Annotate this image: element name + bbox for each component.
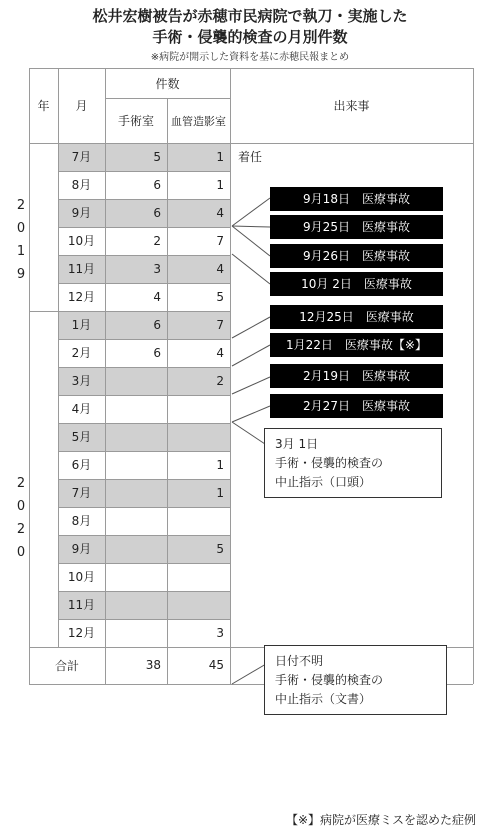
medical-accident-badge: 2月27日 医療事故: [270, 394, 443, 418]
connector-line: [232, 377, 270, 394]
medical-accident-badge: 10月 2日 医療事故: [270, 272, 443, 296]
angio-count-cell: 4: [167, 255, 230, 283]
angio-count-cell: 5: [167, 535, 230, 563]
year-2020-digit: 2: [16, 522, 26, 537]
medical-accident-badge: 9月25日 医療事故: [270, 215, 443, 239]
event-inauguration: 着任: [238, 150, 263, 164]
callout-1-date: 3月 1日: [275, 437, 319, 451]
header-count: 件数: [155, 76, 180, 91]
month-cell: 8月: [71, 178, 92, 192]
footnote: 【※】病院が医療ミスを認めた症例: [285, 813, 476, 827]
month-cell: 7月: [58, 143, 105, 171]
surgery-count-cell: 2: [153, 234, 161, 248]
total-label: 合計: [54, 659, 79, 673]
connector-line: [232, 226, 270, 256]
angio-count-cell: 7: [167, 311, 230, 339]
header-events: 出来事: [333, 99, 370, 113]
angio-count-cell: 5: [216, 290, 224, 304]
month-cell: 1月: [58, 311, 105, 339]
connector-line: [232, 254, 270, 284]
month-cell: 9月: [58, 535, 105, 563]
angio-count-cell: 1: [216, 178, 224, 192]
total-surgery: 38: [145, 658, 161, 672]
month-cell: 12月: [67, 626, 96, 640]
title-line-1: 松井宏樹被告が赤穂市民病院で執刀・実施した: [92, 7, 408, 25]
month-cell: 4月: [71, 402, 92, 416]
connector-line: [232, 345, 270, 366]
month-cell: 8月: [71, 514, 92, 528]
medical-accident-badge: 1月22日 医療事故【※】: [270, 333, 443, 357]
surgery-count-cell: 6: [153, 346, 161, 360]
year-2020-digit: 0: [16, 499, 26, 514]
callout-1-pointer: [232, 422, 268, 446]
callout-2-date: 日付不明: [275, 654, 324, 668]
connector-line: [232, 317, 270, 338]
connector-line: [232, 406, 270, 422]
surgery-count-cell: 6: [153, 178, 161, 192]
medical-accident-badge: 9月26日 医療事故: [270, 244, 443, 268]
medical-accident-badge: 12月25日 医療事故: [270, 305, 443, 329]
callout-1-line-2: 手術・侵襲的検査の: [275, 456, 384, 470]
surgery-count-cell: 3: [105, 255, 167, 283]
medical-accident-badge: 2月19日 医療事故: [270, 364, 443, 388]
surgery-count-cell: 4: [153, 290, 161, 304]
angio-count-cell: 3: [216, 626, 224, 640]
year-2019-digit: 9: [16, 267, 26, 282]
total-angio: 45: [208, 658, 224, 672]
month-cell: 3月: [58, 367, 105, 395]
year-2019-digit: 0: [16, 221, 26, 236]
callout-2-pointer: [232, 654, 266, 684]
angio-count-cell: 1: [167, 479, 230, 507]
header-year: 年: [37, 99, 50, 113]
month-cell: 9月: [58, 199, 105, 227]
month-cell: 10月: [67, 234, 96, 248]
callout-suspension-written: [264, 645, 447, 715]
header-month: 月: [75, 99, 88, 113]
month-cell: 7月: [58, 479, 105, 507]
year-2019-digit: 1: [16, 244, 26, 259]
subtitle: ※病院が開示した資料を基に赤穂民報まとめ: [150, 52, 350, 63]
angio-count-cell: 7: [216, 234, 224, 248]
month-cell: 6月: [71, 458, 92, 472]
month-cell: 11月: [58, 591, 105, 619]
angio-count-cell: 2: [167, 367, 230, 395]
callout-2-line-2: 手術・侵襲的検査の: [275, 673, 384, 687]
surgery-count-cell: 6: [105, 199, 167, 227]
month-cell: 2月: [71, 346, 92, 360]
angio-count-cell: 1: [216, 458, 224, 472]
month-cell: 12月: [67, 290, 96, 304]
angio-count-cell: 4: [167, 199, 230, 227]
year-2020-digit: 2: [16, 476, 26, 491]
header-angiography-room: 血管造影室: [171, 114, 226, 128]
connector-line: [232, 226, 270, 227]
month-cell: 11月: [58, 255, 105, 283]
month-cell: 10月: [67, 570, 96, 584]
month-cell: 5月: [58, 423, 105, 451]
surgery-count-cell: 6: [105, 311, 167, 339]
surgery-count-cell: 5: [105, 143, 167, 171]
callout-2-line-3: 中止指示（文書）: [275, 692, 372, 706]
angio-count-cell: 4: [216, 346, 224, 360]
title-line-2: 手術・侵襲的検査の月別件数: [152, 28, 348, 46]
header-surgery-room: 手術室: [117, 114, 154, 128]
year-2019-digit: 2: [16, 198, 26, 213]
year-2020-digit: 0: [16, 545, 26, 560]
angio-count-cell: 1: [167, 143, 230, 171]
callout-suspension-oral: [264, 428, 442, 498]
medical-accident-badge: 9月18日 医療事故: [270, 187, 443, 211]
callout-1-line-3: 中止指示（口頭）: [275, 475, 372, 489]
connector-line: [232, 198, 270, 226]
